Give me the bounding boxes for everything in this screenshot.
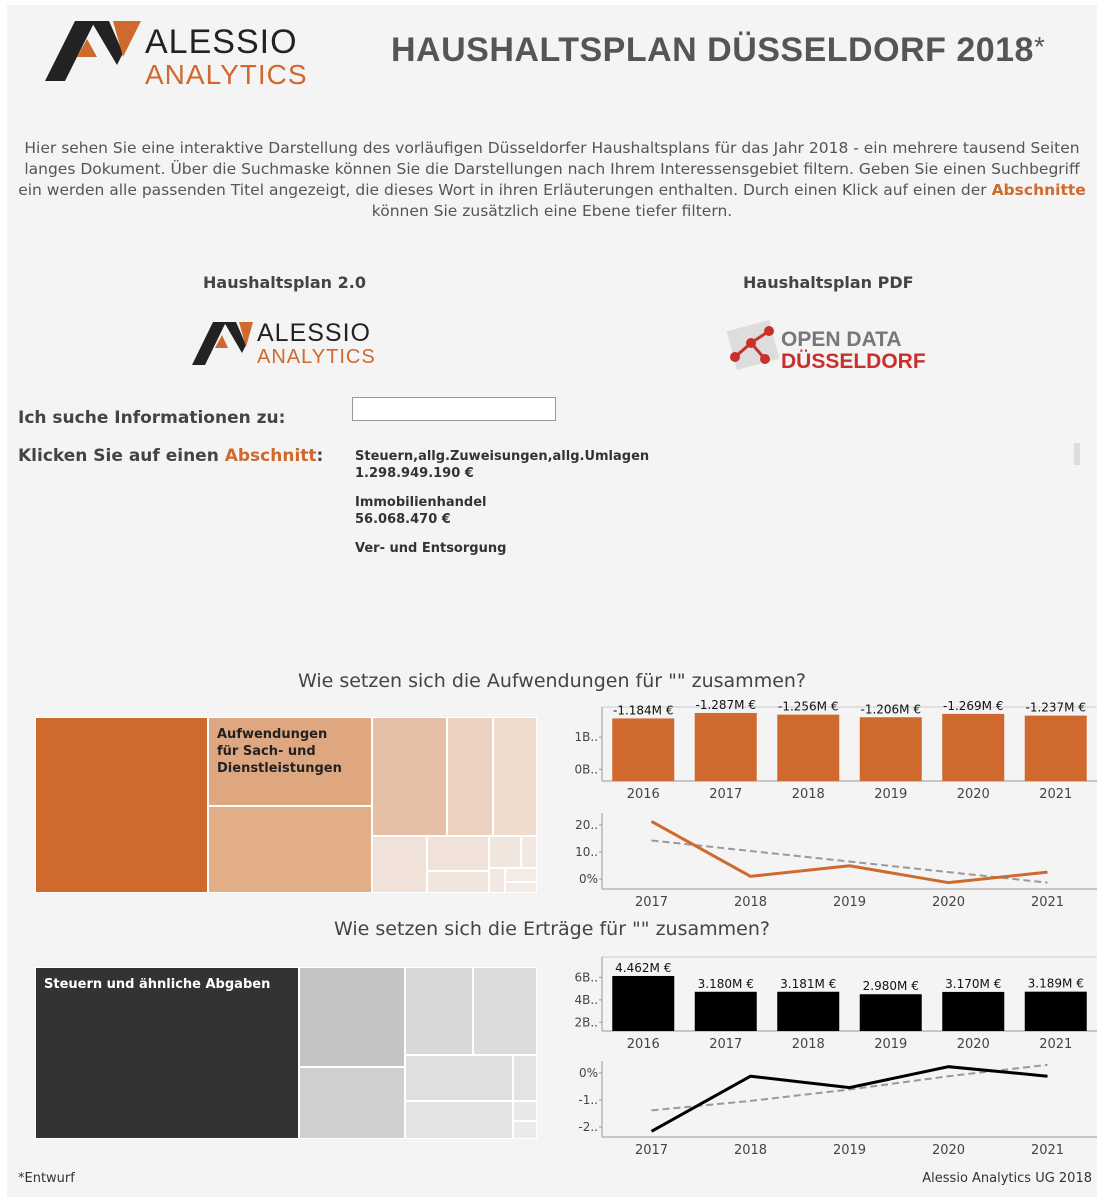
- bar: [1025, 716, 1087, 781]
- treemap-cell-sach-dienstleistungen[interactable]: [208, 717, 372, 806]
- list-item-amount: 1.298.949.190 €: [355, 466, 474, 481]
- treemap-cell[interactable]: [513, 1121, 537, 1139]
- income-treemap[interactable]: [35, 967, 537, 1139]
- logo-word-2: ANALYTICS: [145, 59, 308, 90]
- intro-text-after: können Sie zusätzlich eine Ebene tiefer filtern.: [371, 202, 733, 220]
- series-line: [652, 1067, 1048, 1132]
- x-tick-label: 2021: [1030, 1143, 1065, 1158]
- treemap-cell[interactable]: [427, 836, 489, 871]
- bar: [612, 976, 674, 1031]
- x-tick-label: 2018: [733, 895, 768, 910]
- x-tick-label: 2017: [709, 787, 743, 802]
- bar: [942, 992, 1004, 1031]
- page-title: [391, 31, 1045, 70]
- bar: [860, 717, 922, 781]
- treemap-cell[interactable]: [513, 1055, 537, 1101]
- y-tick-label: 1B..: [574, 730, 598, 745]
- trend-line: [652, 840, 1048, 882]
- small-logo-word-1: ALESSIO: [257, 319, 371, 347]
- y-tick-label: -2..: [578, 1120, 598, 1134]
- section-label-colon: :: [316, 446, 324, 466]
- x-tick-label: 2020: [931, 895, 966, 910]
- x-tick-label: 2020: [956, 787, 990, 802]
- open-data-network-icon: [725, 321, 781, 371]
- y-tick-label: 4B..: [574, 992, 598, 1007]
- bar: [942, 714, 1004, 781]
- treemap-cell[interactable]: [208, 806, 372, 893]
- open-data-word-1: OPEN DATA: [781, 328, 902, 351]
- expenses-change-chart[interactable]: [557, 805, 1097, 910]
- small-logo-word-2: ANALYTICS: [257, 346, 376, 368]
- list-item[interactable]: [355, 448, 685, 482]
- alessio-logo[interactable]: [43, 17, 313, 90]
- intro-highlight: Abschnitte: [991, 181, 1086, 199]
- list-item[interactable]: [355, 540, 685, 557]
- treemap-label: Aufwendungen für Sach- und Dienstleistungen: [217, 727, 342, 776]
- open-data-link[interactable]: [725, 321, 935, 373]
- treemap-cell[interactable]: [372, 717, 447, 836]
- treemap-cell[interactable]: [505, 882, 537, 893]
- x-tick-label: 2017: [634, 895, 669, 910]
- bar-value-label: 2.980M €: [862, 979, 919, 994]
- income-bar-chart[interactable]: [557, 945, 1097, 1050]
- intro-text: [17, 138, 1087, 222]
- treemap-cell[interactable]: [35, 717, 208, 893]
- list-item-name: Steuern,allg.Zuweisungen,allg.Umlagen: [355, 449, 650, 464]
- bar-value-label: 3.180M €: [697, 976, 754, 991]
- treemap-cell[interactable]: [521, 836, 537, 868]
- series-line: [652, 821, 1048, 882]
- treemap-cell[interactable]: [473, 967, 537, 1055]
- section-label-highlight: Abschnitt: [224, 446, 317, 466]
- bar: [695, 992, 757, 1031]
- list-item-name: Immobilienhandel: [355, 495, 487, 510]
- list-item-amount: 56.068.470 €: [355, 512, 451, 527]
- page-title-text: HAUSHALTSPLAN DÜSSELDORF 2018: [391, 31, 1034, 69]
- x-tick-label: 2018: [733, 1143, 768, 1158]
- list-item-name: Ver- und Entsorgung: [355, 541, 507, 556]
- x-tick-label: 2019: [832, 1143, 867, 1158]
- bar-value-label: -1.269M €: [943, 698, 1004, 713]
- section-list[interactable]: [355, 448, 685, 556]
- bar-value-label: 4.462M €: [615, 960, 672, 975]
- bar-value-label: 3.170M €: [945, 976, 1002, 991]
- bar: [1025, 992, 1087, 1031]
- bar: [777, 715, 839, 781]
- bar-value-label: -1.184M €: [613, 703, 674, 718]
- intro-text-before: Hier sehen Sie eine interaktive Darstellung des vorläufigen Düsseldorfer Haushaltsplans für das Jahr 2018 - ein mehrere tausend Seiten langes Dokument. Über die Suchmaske können Sie die Darstellungen nach Ihrem Interessensgebiet filtern. Geben Sie einen Suchbegriff ein werden alle passenden Titel angezeigt, die dieses Wort in ihren Erläuterungen enthalten. Durch einen Klick auf einen der: [18, 139, 1080, 199]
- search-label: Ich suche Informationen zu:: [18, 408, 286, 428]
- bar-value-label: -1.287M €: [695, 697, 756, 712]
- y-tick-label: 0%: [578, 872, 598, 886]
- treemap-cell[interactable]: [405, 1055, 513, 1101]
- logo-mark-icon: [43, 17, 143, 87]
- x-tick-label: 2020: [931, 1143, 966, 1158]
- dashboard: [7, 5, 1097, 1197]
- bar-value-label: 3.189M €: [1027, 976, 1084, 991]
- link-heading-right: Haushaltsplan PDF: [743, 273, 914, 292]
- x-tick-label: 2016: [626, 1037, 660, 1052]
- bar: [612, 718, 674, 781]
- treemap-cell-steuern[interactable]: [35, 967, 299, 1139]
- y-tick-label: 10..: [575, 845, 598, 859]
- x-tick-label: 2020: [956, 1037, 990, 1052]
- income-change-chart[interactable]: [557, 1053, 1097, 1163]
- open-data-word-2: DÜSSELDORF: [781, 350, 926, 373]
- draft-mark: *: [1033, 31, 1046, 62]
- x-tick-label: 2016: [626, 787, 660, 802]
- treemap-cell[interactable]: [489, 868, 505, 893]
- bar: [695, 713, 757, 781]
- x-tick-label: 2021: [1030, 895, 1065, 910]
- expenses-title: Wie setzen sich die Aufwendungen für "" zusammen?: [297, 670, 807, 692]
- treemap-cell[interactable]: [299, 967, 405, 1067]
- x-tick-label: 2019: [874, 787, 908, 802]
- y-tick-label: 0%: [578, 1066, 598, 1080]
- bar-value-label: -1.256M €: [778, 699, 839, 714]
- footer-mark: *: [18, 1171, 25, 1186]
- list-scrollbar[interactable]: [1074, 443, 1080, 465]
- logo-word-1: ALESSIO: [145, 23, 298, 61]
- treemap-label: Steuern und ähnliche Abgaben: [44, 977, 271, 992]
- treemap-cell[interactable]: [489, 836, 521, 868]
- logo-mark-icon: [191, 319, 253, 367]
- link-heading-left: Haushaltsplan 2.0: [203, 273, 366, 292]
- bar-value-label: 3.181M €: [780, 976, 837, 991]
- footer-credit: Alessio Analytics UG 2018: [922, 1171, 1092, 1186]
- bar-value-label: -1.237M €: [1025, 700, 1086, 715]
- x-tick-label: 2019: [874, 1037, 908, 1052]
- treemap-cell[interactable]: [299, 1067, 405, 1139]
- treemap-cell[interactable]: [447, 717, 493, 836]
- treemap-cell[interactable]: [372, 836, 427, 893]
- section-label: [18, 446, 323, 466]
- treemap-cell[interactable]: [405, 967, 473, 1055]
- bar: [777, 992, 839, 1031]
- treemap-cell[interactable]: [493, 717, 537, 836]
- footer-note: *Entwurf: [18, 1171, 75, 1186]
- x-tick-label: 2017: [709, 1037, 743, 1052]
- treemap-cell[interactable]: [427, 871, 489, 893]
- x-tick-label: 2018: [791, 1037, 825, 1052]
- treemap-cell[interactable]: [505, 868, 537, 882]
- treemap-cell[interactable]: [405, 1101, 513, 1139]
- section-label-text: Klicken Sie auf einen: [18, 446, 219, 466]
- haushaltsplan-2-link[interactable]: [191, 317, 391, 369]
- x-tick-label: 2021: [1039, 1037, 1073, 1052]
- x-tick-label: 2018: [791, 787, 825, 802]
- y-tick-label: 20..: [575, 818, 598, 832]
- bar-value-label: -1.206M €: [860, 702, 921, 717]
- y-tick-label: -1..: [578, 1093, 598, 1107]
- y-tick-label: 6B..: [574, 970, 598, 985]
- x-tick-label: 2019: [832, 895, 867, 910]
- treemap-cell[interactable]: [513, 1101, 537, 1121]
- expenses-bar-chart[interactable]: [557, 695, 1097, 800]
- y-tick-label: 0B..: [574, 762, 598, 777]
- expenses-treemap[interactable]: [35, 717, 537, 893]
- y-tick-label: 2B..: [574, 1015, 598, 1030]
- income-title: Wie setzen sich die Erträge für "" zusammen?: [334, 918, 770, 940]
- list-item[interactable]: [355, 494, 685, 528]
- search-input[interactable]: [352, 397, 556, 421]
- bar: [860, 994, 922, 1031]
- x-tick-label: 2021: [1039, 787, 1073, 802]
- x-tick-label: 2017: [634, 1143, 669, 1158]
